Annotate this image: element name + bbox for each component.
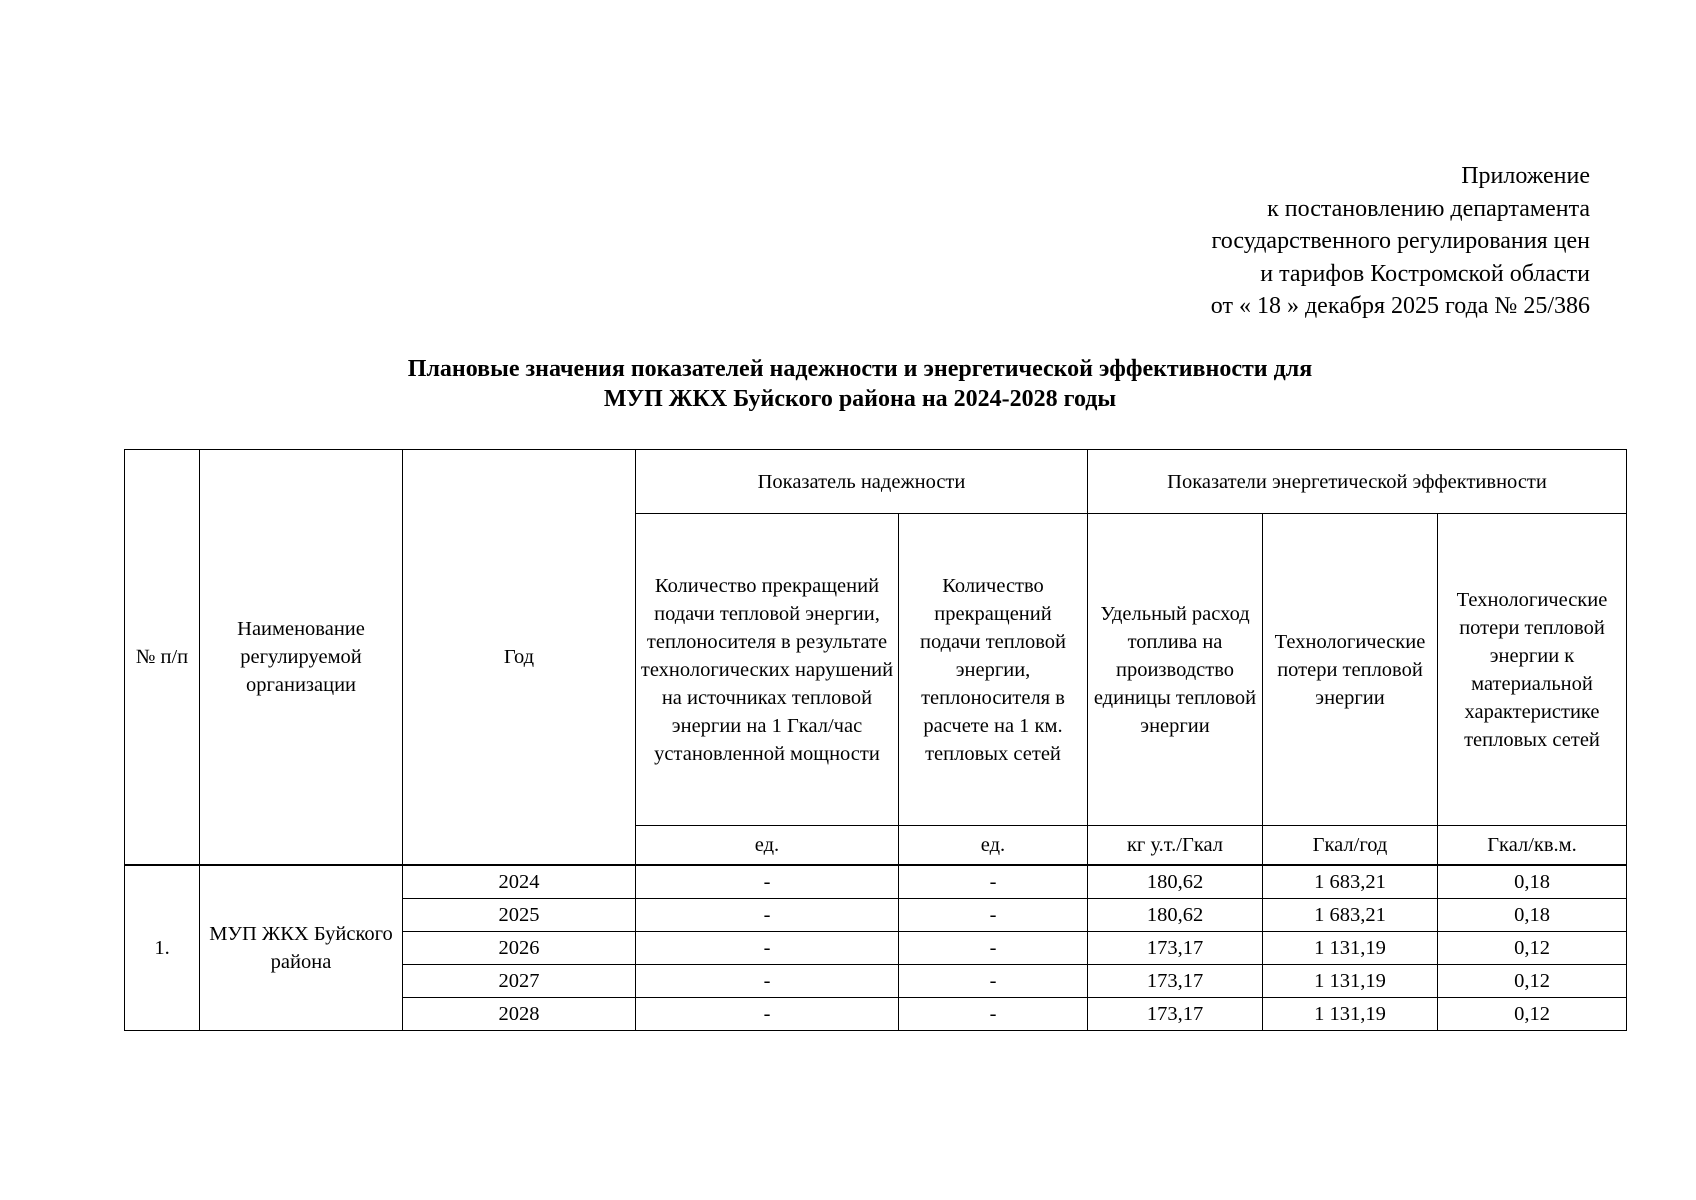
value-cell: - [899, 899, 1088, 932]
header-reliability-group: Показатель надежности [636, 450, 1088, 514]
value-cell: - [899, 965, 1088, 998]
header-specific-fuel-consumption: Удельный расход топлива на производство единицы тепловой энергии [1088, 514, 1263, 826]
value-cell: 0,12 [1438, 998, 1627, 1031]
appendix-block [1211, 160, 1590, 323]
value-cell: 173,17 [1088, 932, 1263, 965]
unit-cell: кг у.т./Гкал [1088, 826, 1263, 866]
appendix-line: и тарифов Костромской области [1260, 260, 1590, 287]
document-title-line: Плановые значения показателей надежности и энергетической эффективности для [407, 356, 1313, 382]
unit-cell: Гкал/кв.м. [1438, 826, 1627, 866]
table-row [125, 865, 1627, 899]
year-cell: 2025 [403, 899, 636, 932]
header-reliability-source-outages: Количество прекращений подачи тепловой энергии, теплоносителя в результате технологических нарушений на источниках тепловой энергии на 1 Гкал/час установленной мощности [636, 514, 899, 826]
appendix-line: Приложение [1461, 163, 1590, 189]
value-cell: 173,17 [1088, 965, 1263, 998]
appendix-line: к постановлению департамента [1267, 195, 1590, 222]
value-cell: 0,12 [1438, 965, 1627, 998]
value-cell: 180,62 [1088, 899, 1263, 932]
year-cell: 2028 [403, 998, 636, 1031]
unit-cell: ед. [636, 826, 899, 866]
value-cell: - [636, 932, 899, 965]
header-efficiency-group: Показатели энергетической эффективности [1088, 450, 1627, 514]
value-cell: 0,18 [1438, 899, 1627, 932]
document-title-line: МУП ЖКХ Буйского района на 2024-2028 годы [603, 386, 1117, 412]
unit-cell: ед. [899, 826, 1088, 866]
header-technological-heat-losses: Технологические потери тепловой энергии [1263, 514, 1438, 826]
value-cell: 173,17 [1088, 998, 1263, 1031]
value-cell: 1 131,19 [1263, 932, 1438, 965]
value-cell: 1 683,21 [1263, 865, 1438, 899]
value-cell: 1 131,19 [1263, 998, 1438, 1031]
value-cell: - [636, 965, 899, 998]
value-cell: 180,62 [1088, 865, 1263, 899]
header-reliability-network-outages: Количество прекращений подачи тепловой энергии, теплоносителя в расчете на 1 км. тепловых сетей [899, 514, 1088, 826]
document-title [0, 354, 1696, 414]
appendix-line: от « 18 » декабря 2025 года № 25/386 [1210, 293, 1590, 319]
header-num: № п/п [125, 450, 200, 866]
value-cell: - [636, 899, 899, 932]
unit-cell: Гкал/год [1263, 826, 1438, 866]
year-cell: 2026 [403, 932, 636, 965]
value-cell: - [899, 865, 1088, 899]
value-cell: - [636, 998, 899, 1031]
year-cell: 2027 [403, 965, 636, 998]
value-cell: 0,18 [1438, 865, 1627, 899]
value-cell: 1 131,19 [1263, 965, 1438, 998]
org-number: 1. [125, 865, 200, 1031]
header-year: Год [403, 450, 636, 866]
header-row-groups [125, 450, 1627, 514]
value-cell: - [636, 865, 899, 899]
year-cell: 2024 [403, 865, 636, 899]
org-name: МУП ЖКХ Буйского района [200, 865, 403, 1031]
header-org-name: Наименование регулируемой организации [200, 450, 403, 866]
value-cell: - [899, 998, 1088, 1031]
indicators-table [124, 449, 1627, 1031]
value-cell: 1 683,21 [1263, 899, 1438, 932]
header-specific-heat-losses: Технологические потери тепловой энергии к материальной характеристике тепловых сетей [1438, 514, 1627, 826]
value-cell: - [899, 932, 1088, 965]
appendix-line: государственного регулирования цен [1211, 228, 1590, 254]
value-cell: 0,12 [1438, 932, 1627, 965]
